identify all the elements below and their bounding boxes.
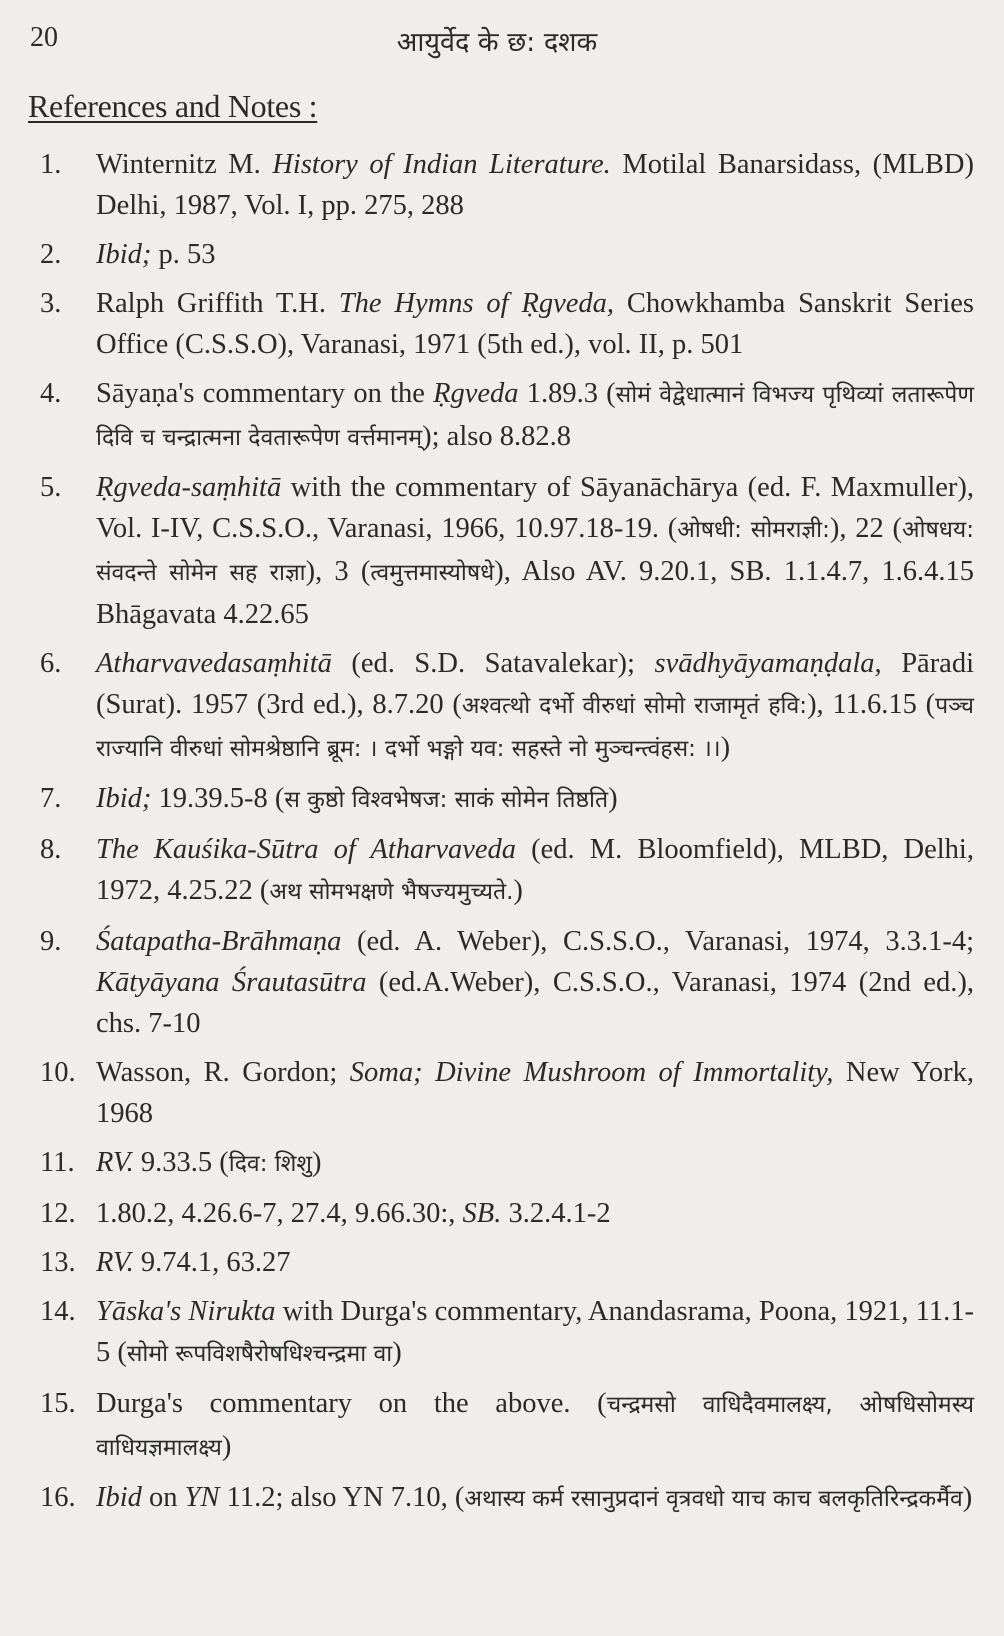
- italic-text: YN: [184, 1482, 220, 1513]
- note-text: (ed. M. Bloomfield), MLBD, Delhi, 1972, 4.25.22 (: [96, 834, 974, 906]
- note-item: [40, 234, 974, 275]
- note-number: 14.: [40, 1296, 76, 1327]
- note-number: 3.: [40, 288, 62, 319]
- note-number: 8.: [40, 834, 62, 865]
- italic-text: RV.: [96, 1247, 134, 1278]
- note-number: 6.: [40, 648, 62, 679]
- note-number: 15.: [40, 1388, 76, 1419]
- italic-text: History of Indian Literature.: [272, 149, 611, 180]
- note-item: [40, 1242, 974, 1283]
- italic-text: The Kauśika-Sūtra of Atharvaveda: [96, 834, 517, 865]
- italic-text: Ṛgveda: [433, 378, 519, 409]
- italic-text: svādhyāyamaṇḍala,: [654, 648, 882, 679]
- note-text: ), 3 (: [305, 556, 371, 587]
- devanagari-quote: ओषधय: संवदन्ते सोमेन सह राज्ञा: [96, 517, 974, 586]
- notes-list: [40, 144, 974, 1528]
- note-text: ): [392, 1337, 402, 1368]
- note-item: [40, 829, 974, 913]
- italic-text: Atharvavedasaṃhitā: [96, 648, 332, 679]
- note-number: 5.: [40, 472, 62, 503]
- section-heading: References and Notes :: [28, 88, 318, 124]
- note-number: 4.: [40, 378, 62, 409]
- note-text: with the commentary of Sāyanāchārya (ed. F. Maxmuller), Vol. I-IV, C.S.S.O., Varanasi, 1966, 10.97.18-19. (: [96, 472, 974, 544]
- note-text: ): [608, 783, 618, 814]
- note-text: 11.2; also YN 7.10, (: [219, 1482, 465, 1513]
- note-item: [40, 1142, 974, 1185]
- note-text: (ed. S.D. Satavalekar);: [331, 648, 655, 679]
- running-title: आयुर्वेद के छ: दशक: [396, 27, 598, 58]
- note-item: [40, 467, 974, 635]
- note-text: Winternitz M.: [96, 149, 273, 180]
- note-text: (ed. A. Weber), C.S.S.O., Varanasi, 1974, 3.3.1-4;: [341, 926, 974, 957]
- note-text: Durga's commentary on the above. (: [96, 1388, 607, 1419]
- italic-text: Ibid;: [96, 783, 152, 814]
- note-text: ): [962, 1482, 973, 1513]
- note-item: [40, 1052, 974, 1134]
- note-number: 11.: [40, 1147, 75, 1178]
- devanagari-quote: अथ सोमभक्षणे भैषज्यमुच्यते.: [269, 879, 514, 905]
- note-text: ): [513, 875, 523, 906]
- note-number: 7.: [40, 783, 62, 814]
- devanagari-quote: दिव: शिशु: [228, 1151, 313, 1177]
- note-item: [40, 283, 974, 365]
- note-text: ); also 8.82.8: [422, 421, 571, 452]
- note-item: [40, 921, 974, 1044]
- note-text: 1.80.2, 4.26.6-7, 27.4, 9.66.30:,: [96, 1198, 463, 1229]
- note-number: 2.: [40, 239, 62, 270]
- italic-text: Ibid;: [96, 239, 152, 270]
- italic-text: Ibid: [96, 1482, 142, 1513]
- note-text: p. 53: [151, 239, 216, 270]
- note-item: [40, 643, 974, 770]
- devanagari-quote: चन्द्रमसो वाधिदैवमालक्ष्य, ओषधिसोमस्य वाधियज्ञमालक्ष्य: [96, 1392, 974, 1461]
- devanagari-quote: स कुष्ठो विश्वभेषज: साकं सोमेन तिष्ठति: [284, 787, 609, 813]
- page-header: [30, 22, 964, 62]
- italic-text: Soma; Divine Mushroom of Immortality,: [349, 1057, 834, 1088]
- note-text: ), 22 (: [829, 513, 902, 544]
- note-text: with Durga's commentary, Anandasrama, Poona, 1921, 11.1-5 (: [96, 1296, 974, 1368]
- note-item: [40, 144, 974, 226]
- devanagari-quote: सोमो रूपविशषैरोषधिश्चन्द्रमा वा: [126, 1341, 393, 1367]
- note-text: New York, 1968: [96, 1057, 975, 1129]
- note-text: Ralph Griffith T.H.: [96, 288, 339, 319]
- note-text: 9.33.5 (: [133, 1147, 229, 1178]
- note-item: [40, 373, 974, 459]
- note-text: Pāradi (Surat). 1957 (3rd ed.), 8.7.20 (: [96, 648, 974, 720]
- italic-text: Yāska's Nirukta: [96, 1296, 276, 1327]
- devanagari-quote: त्वमुत्तमास्योषधे: [370, 560, 495, 586]
- note-number: 1.: [40, 149, 62, 180]
- note-text: ): [312, 1147, 322, 1178]
- note-text: ), 11.6.15 (: [807, 689, 936, 720]
- note-item: [40, 1477, 974, 1520]
- note-text: on: [141, 1482, 185, 1513]
- note-text: 1.89.3 (: [518, 378, 616, 409]
- note-item: [40, 1193, 974, 1234]
- note-number: 16.: [40, 1482, 76, 1513]
- note-text: Wasson, R. Gordon;: [96, 1057, 350, 1088]
- italic-text: Śatapatha-Brāhmaṇa: [96, 926, 342, 957]
- note-item: [40, 1291, 974, 1375]
- note-item: [40, 1383, 974, 1469]
- note-number: 13.: [40, 1247, 76, 1278]
- italic-text: The Hymns of Ṛgveda,: [338, 288, 615, 319]
- note-text: 3.2.4.1-2: [501, 1198, 611, 1229]
- italic-text: Ṛgveda-saṃhitā: [96, 472, 282, 503]
- note-text: ): [221, 1431, 232, 1462]
- italic-text: Kātyāyana Śrautasūtra: [96, 967, 367, 998]
- note-text: Chowkhamba Sanskrit Series Office (C.S.S.O), Varanasi, 1971 (5th ed.), vol. II, p. 501: [96, 288, 974, 360]
- italic-text: SB.: [462, 1198, 502, 1229]
- note-text: Sāyaṇa's commentary on the: [96, 378, 434, 409]
- page-number: 20: [30, 22, 58, 53]
- note-item: [40, 778, 974, 821]
- devanagari-quote: अश्वत्थो दर्भो वीरुधां सोमो राजामृतं हवि:: [461, 693, 808, 719]
- note-text: 19.39.5-8 (: [151, 783, 285, 814]
- note-text: ): [720, 732, 731, 763]
- note-text: (ed.A.Weber), C.S.S.O., Varanasi, 1974 (2nd ed.), chs. 7-10: [96, 967, 974, 1039]
- devanagari-quote: अथास्य कर्म रसानुप्रदानं वृत्रवधो याच काच बलकृतिरिन्द्रकर्मैव: [464, 1486, 963, 1512]
- italic-text: RV.: [96, 1147, 134, 1178]
- note-text: ), Also AV. 9.20.1, SB. 1.1.4.7, 1.6.4.15 Bhāgavata 4.22.65: [96, 556, 974, 630]
- devanagari-quote: सोमं वेद्वेधात्मानं विभज्य पृथिव्यां लतारूपेण दिवि च चन्द्रात्मना देवतारूपेण वर्त्तमानम्: [96, 382, 974, 451]
- note-text: 9.74.1, 63.27: [133, 1247, 291, 1278]
- devanagari-quote: ओषधी: सोमराज्ञी:: [677, 517, 830, 543]
- note-number: 10.: [40, 1057, 76, 1088]
- note-number: 9.: [40, 926, 62, 957]
- devanagari-quote: पञ्च राज्यानि वीरुधां सोमश्रेष्ठानि ब्रूम: । दर्भो भङ्गो यव: सहस्ते नो मुञ्चन्त्वंहस: ।।: [96, 693, 974, 762]
- note-number: 12.: [40, 1198, 76, 1229]
- note-text: Motilal Banarsidass, (MLBD) Delhi, 1987, Vol. I, pp. 275, 288: [96, 149, 974, 221]
